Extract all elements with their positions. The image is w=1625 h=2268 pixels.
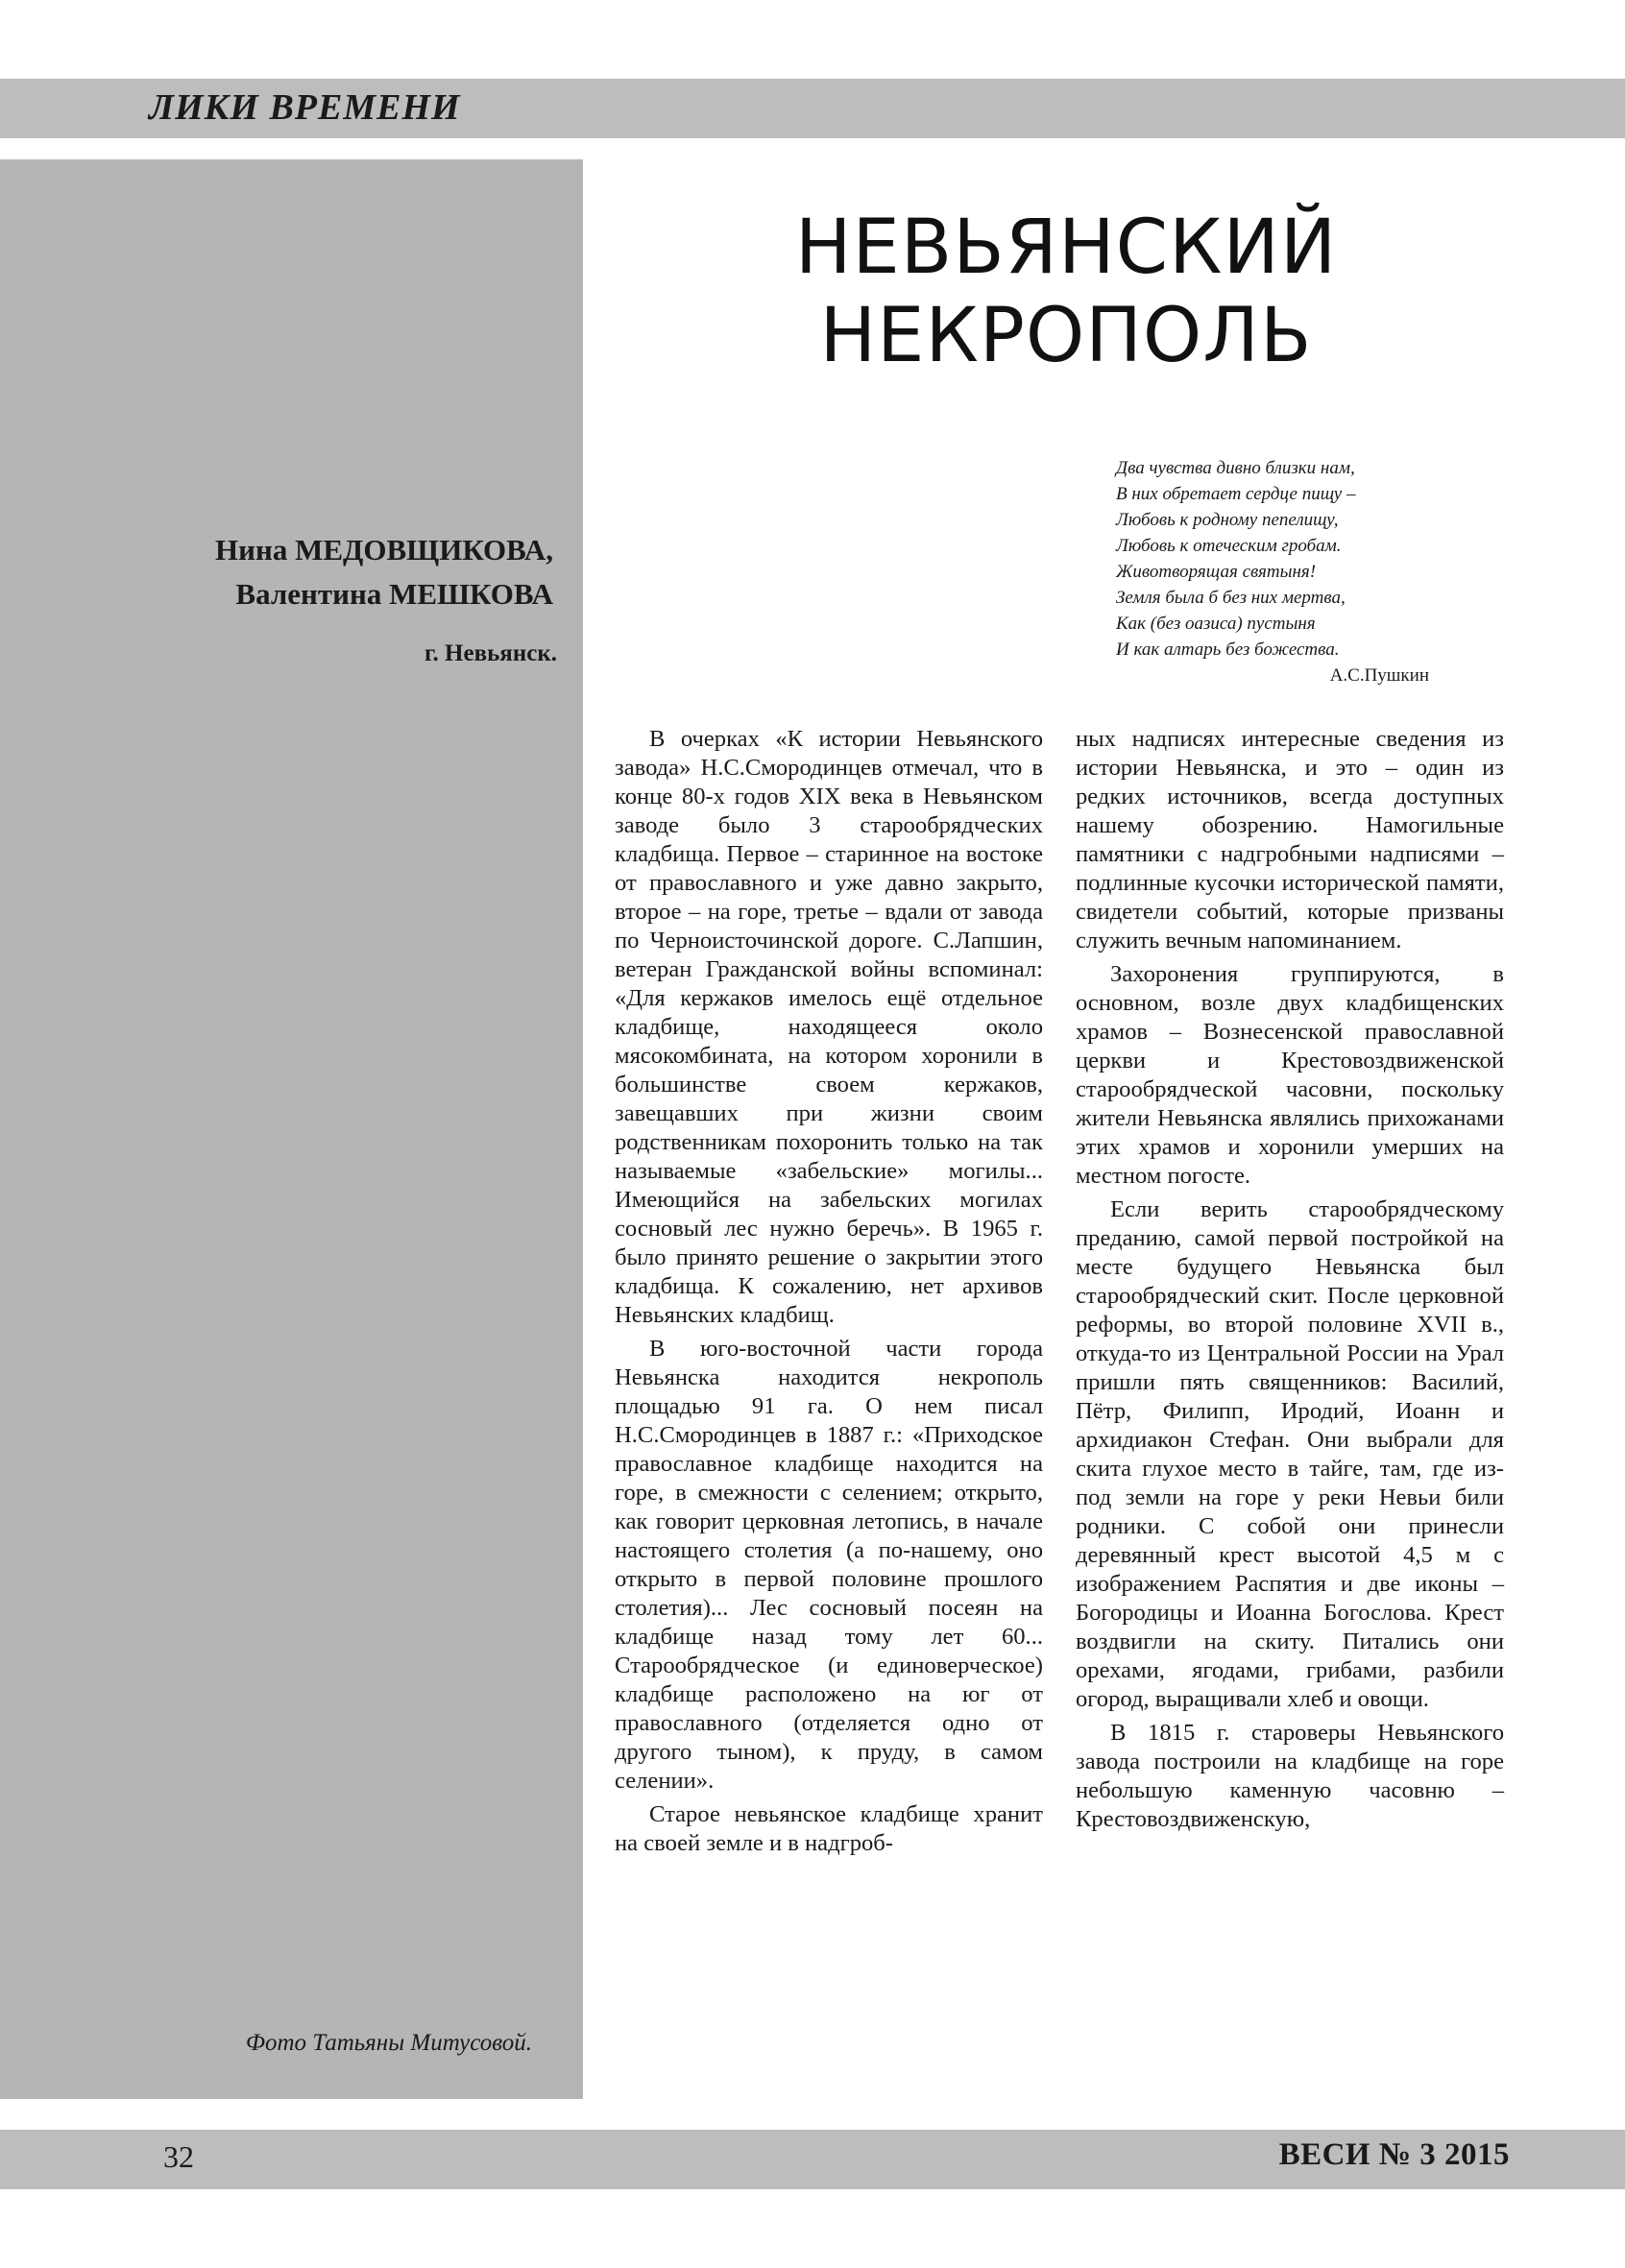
article-title-line-2: НЕКРОПОЛЬ (819, 293, 1313, 379)
epigraph-line: Животворящая святыня! (1116, 562, 1317, 582)
page-number: 32 (163, 2139, 194, 2174)
paragraph: ных надписях интересные сведения из истории Невьянска, и это – один из редких источников, всегда доступных нашему обозрению. Намогильные памятники с надгробными надписями – подлинные кусочки исторической памяти, свидетели событий, которые призваны служить вечным напоминанием. (1076, 726, 1504, 953)
author-2 (215, 572, 553, 616)
article-column-right (1076, 725, 1504, 1834)
paragraph: В юго-восточной части города Невьянска находится некрополь площадью 91 га. О нем писал Н.С.Смородинцев в 1887 г.: «Приходское православное кладбище находится на горе, в смежности с селением; открыто, как говорит церковная летопись, в начале настоящего столетия (а по-нашему, оно открыто в первой половине прошлого столетия)... Лес сосновый посеян на кладбище назад тому лет 60... Старообрядческое (и единоверческое) кладбище расположено на юг от православного (отделяется одно от другого тыном), к пруду, в самом селении». (615, 1336, 1043, 1794)
article-title-line-1: НЕВЬЯНСКИЙ (794, 205, 1338, 291)
section-title: ЛИКИ ВРЕМЕНИ (149, 87, 461, 128)
side-panel (0, 159, 583, 2099)
authors-block (215, 528, 553, 616)
author-city: г. Невьянск. (424, 640, 557, 666)
epigraph (1116, 455, 1452, 688)
paragraph: Захоронения группируются, в основном, возле двух кладбищенских храмов – Вознесенской православной церкви и Крестовоздвиженской старообрядческой часовни, поскольку жители Невьянска являлись прихожанами этих храмов и хоронили умерших на местном погосте. (1076, 961, 1504, 1189)
paragraph: В очерках «К истории Невьянского завода» Н.С.Смородинцев отмечал, что в конце 80-х годов XIX века в Невьянском заводе было 3 старообрядческих кладбища. Первое – старинное на востоке от православного и уже давно закрыто, второе – на горе, третье – вдали от завода по Черноисточинской дороге. С.Лапшин, ветеран Гражданской войны вспоминал: «Для кержаков имелось ещё отдельное кладбище, находящееся около мясокомбината, на котором хоронили в большинстве своем кержаков, завещавших при жизни своим родственникам похоронить только на так называемые «забельские» могилы... Имеющийся на забельских могилах сосновый лес нужно беречь». В 1965 г. было принято решение о закрытии этого кладбища. К сожалению, нет архивов Невьянских кладбищ. (615, 726, 1043, 1328)
epigraph-line: Как (без оазиса) пустыня (1116, 614, 1316, 634)
photo-credit: Фото Татьяны Митусовой. (245, 2030, 532, 2056)
author-2-surname: МЕШКОВА (389, 577, 553, 611)
paragraph: В 1815 г. староверы Невьянского завода построили на кладбище на горе небольшую каменную часовню – Крестовоздвиженскую, (1076, 1720, 1504, 1832)
paragraph: Если верить старообрядческому преданию, самой первой постройкой на месте будущего Невьянска был старообрядческий скит. После церковной реформы, во второй половине XVII в., откуда-то из Центральной России на Урал пришли пять священников: Василий, Пётр, Филипп, Иродий, Иоанн и архидиакон Стефан. Они выбрали для скита глухое место в тайге, там, где из-под земли на горе у реки Невьи били родники. С собой они принесли деревянный крест высотой 4,5 м с изображением Распятия и две иконы – Богородицы и Иоанна Богослова. Крест воздвигли на скиту. Питались они орехами, ягодами, грибами, разбили огород, выращивали хлеб и овощи. (1076, 1196, 1504, 1712)
paragraph: Старое невьянское кладбище хранит на своей земле и в надгроб- (615, 1801, 1043, 1856)
issue-label: ВЕСИ № 3 2015 (1278, 2137, 1510, 2172)
epigraph-line: Любовь к родному пепелищу, (1116, 510, 1339, 530)
author-1-surname: МЕДОВЩИКОВА, (295, 533, 553, 567)
author-1-given-name: Нина (215, 533, 288, 567)
author-2-given-name: Валентина (235, 577, 382, 611)
epigraph-attribution: А.С.Пушкин (1329, 665, 1429, 686)
epigraph-line: И как алтарь без божества. (1116, 639, 1340, 660)
article-title (749, 204, 1383, 380)
epigraph-line: В них обретает сердце пищу – (1116, 484, 1356, 504)
author-1 (215, 528, 553, 572)
epigraph-line: Любовь к отеческим гробам. (1116, 536, 1342, 556)
article-column-left (615, 725, 1043, 1858)
epigraph-line: Земля была б без них мертва, (1116, 588, 1346, 608)
epigraph-line: Два чувства дивно близки нам, (1116, 458, 1355, 478)
